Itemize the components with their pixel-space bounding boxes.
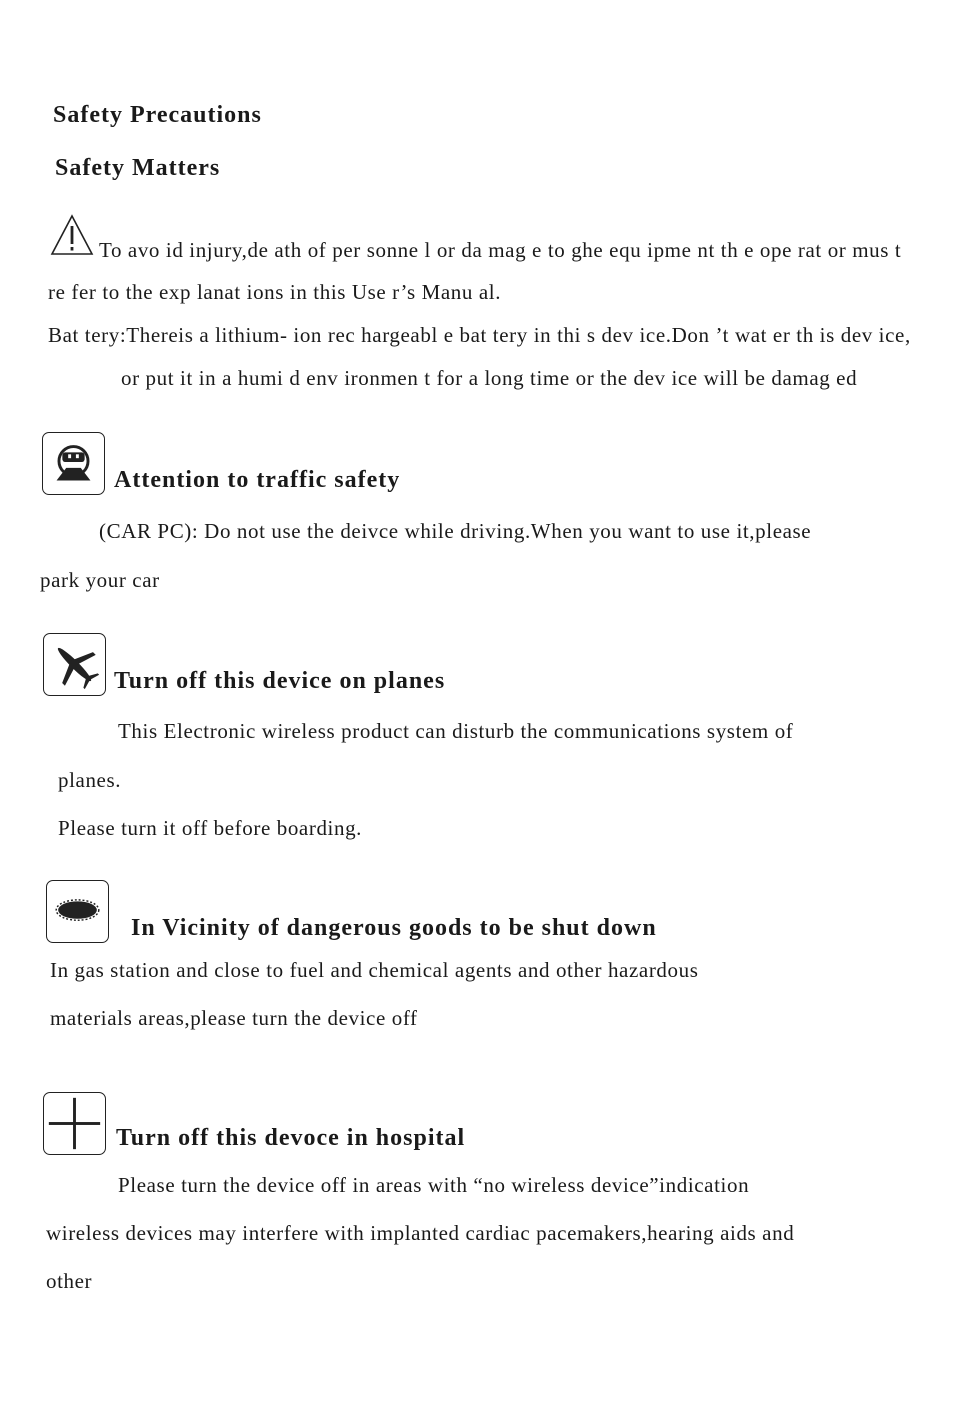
dangerous-goods-heading: In Vicinity of dangerous goods to be shut down bbox=[131, 915, 657, 941]
dangerous-text-line-2: materials areas,please turn the device off bbox=[50, 1006, 418, 1030]
planes-text-line-2: planes. bbox=[58, 768, 122, 792]
hospital-heading: Turn off this devoce in hospital bbox=[116, 1125, 466, 1151]
medical-cross-icon bbox=[43, 1092, 106, 1155]
page-title: Safety Precautions bbox=[53, 102, 262, 128]
hospital-text-line-1: Please turn the device off in areas with “no wireless device”indication bbox=[118, 1173, 750, 1197]
traffic-text-line-1: (CAR PC): Do not use the deivce while driving.When you want to use it,please bbox=[99, 519, 812, 543]
page-subtitle: Safety Matters bbox=[55, 155, 221, 181]
warning-triangle-icon bbox=[50, 214, 94, 256]
planes-text-line-3: Please turn it off before boarding. bbox=[58, 816, 363, 840]
warning-text-line-4: or put it in a humi d env ironmen t for a long time or the dev ice will be damag ed bbox=[121, 366, 858, 390]
traffic-safety-heading: Attention to traffic safety bbox=[114, 467, 401, 493]
planes-text-line-1: This Electronic wireless product can disturb the communications system of bbox=[118, 719, 794, 743]
driver-icon bbox=[42, 432, 105, 495]
warning-text-line-1: To avo id injury,de ath of per sonne l or da mag e to ghe equ ipme nt th e ope rat or mus t bbox=[99, 238, 902, 262]
planes-heading: Turn off this device on planes bbox=[114, 668, 446, 694]
hospital-text-line-2: wireless devices may interfere with implanted cardiac pacemakers,hearing aids and bbox=[46, 1221, 795, 1245]
airplane-icon bbox=[43, 633, 106, 696]
hazard-blob-icon bbox=[46, 880, 109, 943]
traffic-text-line-2: park your car bbox=[40, 568, 160, 592]
warning-text-line-3: Bat tery:Thereis a lithium- ion rec hargeabl e bat tery in thi s dev ice.Don ’t wat er th is dev ice, bbox=[48, 323, 911, 347]
warning-text-line-2: re fer to the exp lanat ions in this Use r’s Manu al. bbox=[48, 280, 502, 304]
dangerous-text-line-1: In gas station and close to fuel and chemical agents and other hazardous bbox=[50, 958, 699, 982]
hospital-text-line-3: other bbox=[46, 1269, 93, 1293]
